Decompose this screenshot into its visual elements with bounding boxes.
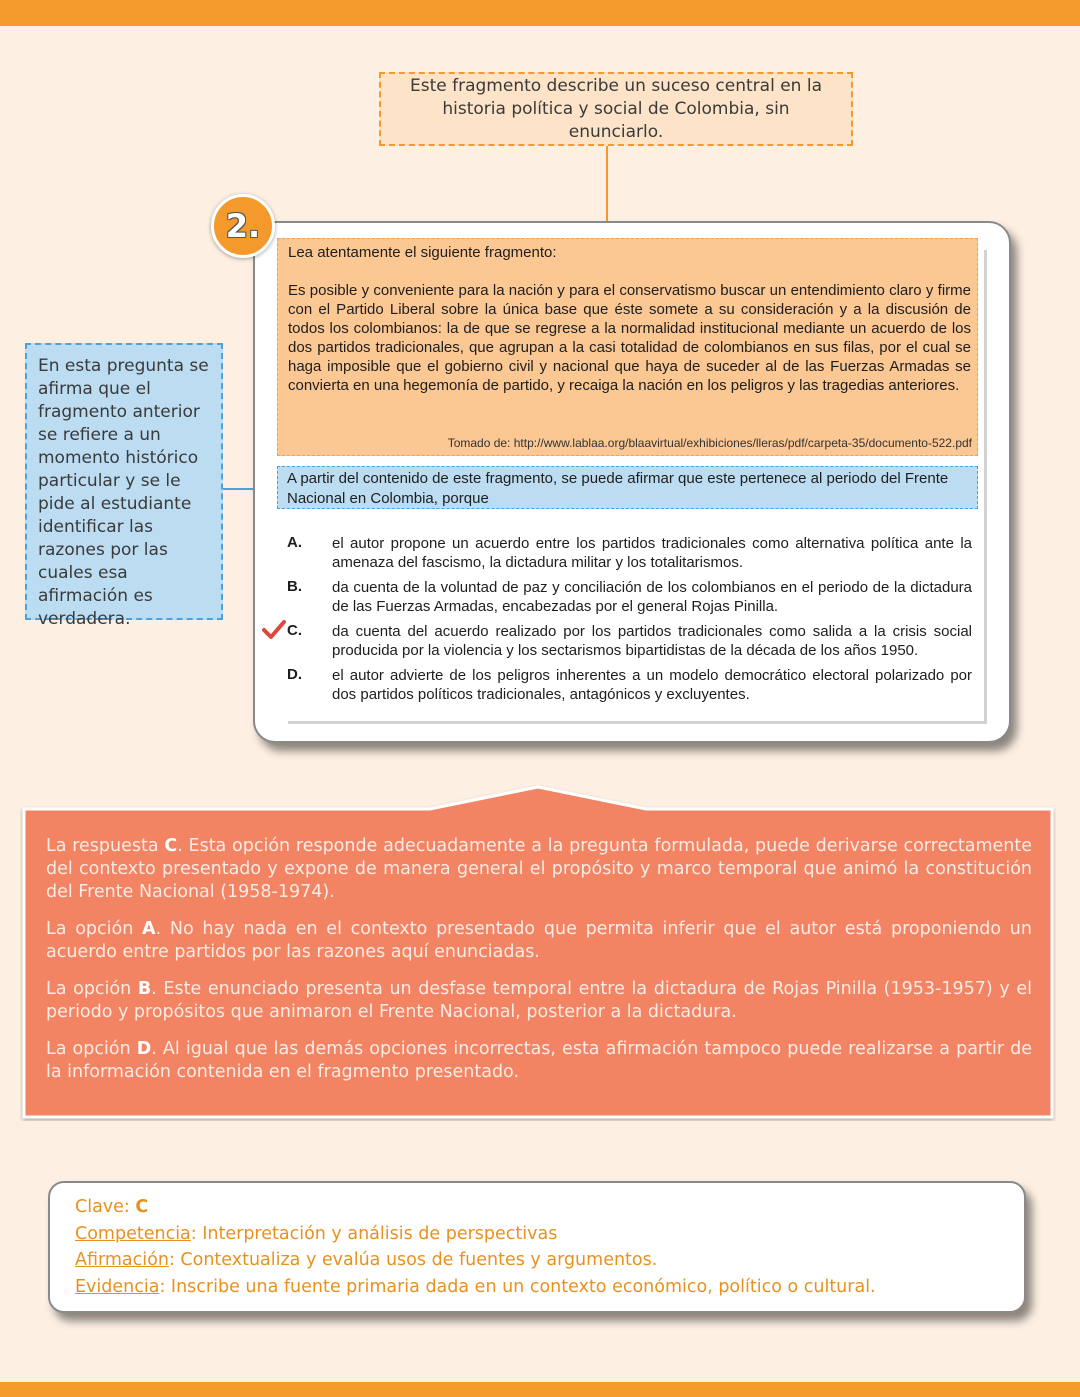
option-a-letter[interactable]: A.	[287, 534, 302, 551]
checkmark-icon	[262, 619, 286, 639]
card-shadow-line-bottom	[288, 721, 987, 724]
option-c-letter[interactable]: C.	[287, 622, 302, 639]
top-annotation-text: Este fragmento describe un suceso central en la historia política y social de Colombia, sin enunciarlo.	[409, 75, 822, 142]
explanation-paragraph: La opción B. Este enunciado presenta un desfase temporal entre la dictadura de Rojas Pinilla (1953-1957) y el periodo y propósitos que animaron el Frente Nacional, posterior a la dictadura.	[46, 979, 1032, 1022]
explanation-text	[46, 835, 1032, 1098]
fragment-box	[277, 238, 978, 456]
option-a-text[interactable]: el autor propone un acuerdo entre los partidos tradicionales como alternativa política ante la amenaza del fascismo, la dictadura militar y los totalitarismos.	[332, 535, 972, 571]
question-number: 2.	[225, 207, 261, 245]
fragment-instruction: Lea atentamente el siguiente fragmento:	[288, 244, 557, 261]
option-d-text[interactable]: el autor advierte de los peligros inherentes a un modelo democrático electoral polarizado por dos partidos políticos tradicionales, antagónicos y excluyentes.	[332, 667, 972, 703]
question-number-badge	[211, 194, 275, 258]
down-arrow-line	[606, 146, 608, 230]
key-competencia: Competencia: Interpretación y análisis de perspectivas	[75, 1223, 558, 1244]
explanation-paragraph: La respuesta C. Esta opción responde adecuadamente a la pregunta formulada, puede derivarse correctamente del contexto presentado y expone de manera general el propósito y marco temporal que animó la constitución del Frente Nacional (1958-1974).	[46, 836, 1033, 902]
key-clave: Clave: C	[75, 1197, 149, 1217]
fragment-text: Es posible y conveniente para la nación y para el conservatismo buscar un entendimiento claro y firme con el Partido Liberal sobre la única base que éste somete a su consideración y a la discusión de todos los colombianos: la de que se regrese a la normalidad institucional mediante un acuerdo de los dos partidos tradicionales, que agrupan a la casi totalidad de colombianos en sus filas, por el cual se haga imposible que el gobierno civil y nacional que haya de suceder al de las Fuerzas Armadas se convierta en una hegemonía de partido, y recaiga la nación en los peligros y las tragedias anteriores.	[288, 282, 971, 394]
option-b-letter[interactable]: B.	[287, 578, 302, 595]
key-afirmacion: Afirmación: Contextualiza y evalúa usos de fuentes y argumentos.	[75, 1250, 658, 1270]
side-annotation-note	[25, 343, 223, 629]
option-c-text[interactable]: da cuenta del acuerdo realizado por los partidos tradicionales como salida a la crisis social producida por la violencia y los sectarismos bipartidistas de la década de los años 1950.	[332, 623, 972, 659]
answer-key-card	[48, 1181, 1026, 1313]
top-annotation-note	[379, 72, 853, 146]
explanation-paragraph: La opción D. Al igual que las demás opciones incorrectas, esta afirmación tampoco puede realizarse a partir de la información contenida en el fragmento presentado.	[46, 1039, 1032, 1082]
bottom-orange-band	[0, 1382, 1080, 1397]
question-stem	[277, 466, 978, 509]
option-b-text[interactable]: da cuenta de la voluntad de paz y conciliación de los colombianos en el periodo de la dictadura de las Fuerzas Armadas, encabezadas por el general Rojas Pinilla.	[332, 579, 972, 615]
side-annotation-text: En esta pregunta se afirma que el fragmento anterior se refiere a un momento histórico particular y se le pide al estudiante identificar las razones por las cuales esa afirmación es verdadera.	[38, 356, 209, 629]
fragment-source: Tomado de: http://www.lablaa.org/blaavirtual/exhibiciones/lleras/pdf/carpeta-35/documento-522.pdf	[447, 436, 972, 450]
explanation-paragraph: La opción A. No hay nada en el contexto presentado que permita inferir que el autor está proponiendo un acuerdo entre partidos por las razones aquí enunciadas.	[46, 919, 1032, 962]
key-evidencia: Evidencia: Inscribe una fuente primaria dada en un contexto económico, político o cultural.	[75, 1276, 876, 1297]
option-d-letter[interactable]: D.	[287, 666, 302, 683]
question-stem-text: A partir del contenido de este fragmento, se puede afirmar que este pertenece al periodo del Frente Nacional en Colombia, porque	[287, 470, 949, 507]
top-orange-band	[0, 0, 1080, 26]
card-shadow-line	[984, 250, 987, 724]
